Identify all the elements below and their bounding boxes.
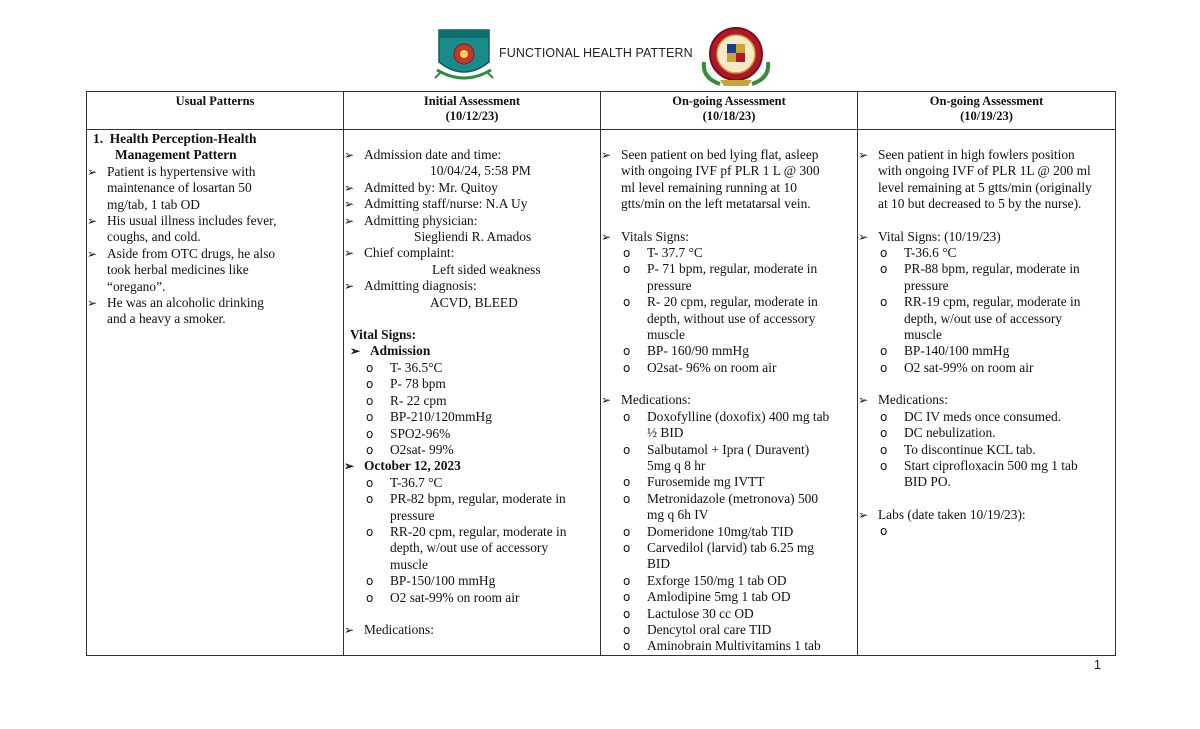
list-item: o R- 20 cpm, regular, moderate in depth, without use of accessory muscle [623,294,818,343]
header-ongoing-assessment-1018: On-going Assessment (10/18/23) [601,92,858,130]
circle-bullet-icon: o [623,573,631,588]
ongoing-assessment-1019-cell [858,130,1116,656]
list-item: o PR-88 bpm, regular, moderate in pressure [880,261,1080,293]
list-item: o P- 71 bpm, regular, moderate in pressure [623,261,818,293]
medications-item: ➢ Medications: [858,392,948,408]
list-item: ➢ Aside from OTC drugs, he also took herbal medicines like “oregano”. [87,245,276,294]
admitted-by-item: ➢ Admitted by: Mr. Quitoy [344,179,498,195]
vitals-list [601,245,857,376]
list-item: o To discontinue KCL tab. [880,441,1036,457]
observation-item: ➢ Seen patient in high fowlers position with ongoing IVF of PLR 1L @ 200 ml level remaining at 5 gtts/min (originally at 10 but decreased to 5 by the nurse). [858,147,1092,212]
vitals-list [858,245,1115,376]
list-item: o Salbutamol + Ipra ( Duravent) 5mg q 8 hr [623,441,810,473]
header-ongoing-assessment-1019: On-going Assessment (10/19/23) [858,92,1116,130]
list-item: o Dencytol oral care TID [623,621,772,637]
circle-bullet-icon: o [623,344,631,359]
chief-complaint-value: Left sided weakness [432,261,541,277]
list-item: o RR-19 cpm, regular, moderate in depth, w/out use of accessory muscle [880,294,1081,343]
circle-bullet-icon: o [366,360,374,375]
list-item: ➢ Patient is hypertensive with maintenance of losartan 50 mg/tab, 1 tab OD [87,163,256,212]
list-item: o Doxofylline (doxofix) 400 mg tab ½ BID [623,408,830,441]
assessment-table [86,91,1116,656]
circle-bullet-icon: o [366,590,374,605]
circle-bullet-icon: o [623,590,631,605]
arrow-bullet-icon: ➢ [87,246,98,261]
list-item: o Exforge 150/mg 1 tab OD [623,572,787,588]
list-item: o T- 37.7 °C [623,245,703,261]
circle-bullet-icon: o [880,262,888,277]
vital-signs-item: ➢ Vital Signs: (10/19/23) [858,228,1001,244]
list-item: o T- 36.5°C [366,359,443,375]
admission-vitals-list [344,360,600,458]
page-title: FUNCTIONAL HEALTH PATTERN [499,46,693,60]
page-header [0,26,1200,86]
circle-bullet-icon: o [880,295,888,310]
list-item: o Amlodipine 5mg 1 tab OD [623,589,791,605]
list-item [858,523,1115,539]
list-item: o RR-20 cpm, regular, moderate in depth, w/out use of accessory muscle [366,523,567,572]
arrow-bullet-icon: ➢ [344,622,355,637]
labs-item: ➢ Labs (date taken 10/19/23): [858,506,1026,522]
medications-list [858,409,1115,491]
section-heading: 1. Health Perception-Health [93,131,257,146]
chief-complaint-item: ➢ Chief complaint: [344,245,455,261]
circle-bullet-icon: o [880,409,888,424]
observation-item: ➢ Seen patient on bed lying flat, asleep with ongoing IVF pf PLR 1 L @ 300 ml level remaining running at 10 gtts/min on the left metatarsal vein. [601,147,820,212]
circle-bullet-icon: o [366,524,374,539]
list-item: o P- 78 bpm [366,376,446,392]
arrow-bullet-icon: ➢ [344,246,355,261]
arrow-bullet-icon: ➢ [87,164,98,179]
admitting-diagnosis-value: ACVD, BLEED [430,294,518,310]
medications-list [601,409,857,655]
medications-item: ➢ Medications: [344,621,434,637]
circle-bullet-icon: o [366,492,374,507]
arrow-bullet-icon: ➢ [344,180,355,195]
admitting-diagnosis-item: ➢ Admitting diagnosis: [344,278,477,294]
circle-bullet-icon: o [623,442,631,457]
list-item: o Carvedilol (larvid) tab 6.25 mg BID [623,539,814,572]
arrow-bullet-icon: ➢ [87,214,98,229]
list-item: o DC IV meds once consumed. [880,408,1062,424]
vitals-signs-item: ➢ Vitals Signs: [601,228,690,244]
circle-bullet-icon: o [880,344,888,359]
circle-bullet-icon: o [623,606,631,621]
list-item: o DC nebulization. [880,425,996,441]
list-item: o T-36.6 °C [880,245,957,261]
list-item: o O2sat- 96% on room air [623,359,777,375]
list-item: o O2 sat-99% on room air [880,359,1034,375]
circle-bullet-icon: o [366,393,374,408]
list-item: o Start ciprofloxacin 500 mg 1 tab BID PO. [880,457,1078,490]
arrow-bullet-icon: ➢ [87,296,98,311]
ongoing-assessment-1018-cell [601,130,858,656]
table-body-row [87,130,1116,656]
arrow-bullet-icon: ➢ [344,197,355,212]
list-item: o Metronidazole (metronova) 500 mg q 6h IV [623,490,819,523]
circle-bullet-icon: o [880,246,888,261]
circle-bullet-icon: o [623,475,631,490]
circle-bullet-icon: o [366,475,374,490]
arrow-bullet-icon: ➢ [858,507,869,522]
list-item: o BP-140/100 mmHg [880,343,1010,359]
vital-signs-heading: Vital Signs: [350,327,417,343]
list-item: ➢ He was an alcoholic drinking and a heavy a smoker. [87,295,264,327]
list-item: o SPO2-96% [366,425,451,441]
october-vitals-list [344,475,600,606]
admitting-physician-value: Siegliendi R. Amados [414,229,532,245]
circle-bullet-icon: o [366,442,374,457]
arrow-bullet-icon: ➢ [858,229,869,244]
circle-bullet-icon: o [623,360,631,375]
arrow-bullet-icon: ➢ [858,393,869,408]
admission-date-value: 10/04/24, 5:58 PM [430,163,531,179]
initial-assessment-cell [344,130,601,656]
arrow-bullet-icon: ➢ [601,229,612,244]
list-item: o BP- 160/90 mmHg [623,343,749,359]
circle-bullet-icon: o [366,410,374,425]
arrow-bullet-icon: ➢ [350,344,361,359]
list-item: o O2 sat-99% on room air [366,589,520,605]
usual-patterns-cell [87,130,344,656]
list-item: o O2sat- 99% [366,441,454,457]
list-item: o PR-82 bpm, regular, moderate in pressure [366,491,566,523]
circle-bullet-icon: o [366,426,374,441]
circle-bullet-icon: o [880,426,888,441]
admission-subheading: ➢ Admission [350,343,431,359]
list-item: o Domeridone 10mg/tab TID [623,523,794,539]
arrow-bullet-icon: ➢ [601,393,612,408]
header-initial-assessment: Initial Assessment (10/12/23) [344,92,601,130]
circle-bullet-icon: o [880,458,888,473]
circle-bullet-icon: o [880,360,888,375]
circle-bullet-icon: o [623,622,631,637]
circle-bullet-icon: o [623,409,631,424]
arrow-bullet-icon: ➢ [344,459,355,474]
usual-patterns-list [87,164,343,328]
arrow-bullet-icon: ➢ [858,148,869,162]
october-subheading: ➢ October 12, 2023 [344,458,461,474]
circle-bullet-icon: o [366,574,374,589]
circle-bullet-icon: o [623,639,631,654]
admitting-physician-item: ➢ Admitting physician: [344,212,478,228]
admitting-staff-item: ➢ Admitting staff/nurse: N.A Uy [344,196,528,212]
university-seal-icon [700,26,772,88]
list-item: o R- 22 cpm [366,392,447,408]
medications-item: ➢ Medications: [601,392,691,408]
list-item: o BP-210/120mmHg [366,409,492,425]
list-item: o Aminobrain Multivitamins 1 tab [623,638,821,654]
arrow-bullet-icon: ➢ [344,279,355,294]
page-number: 1 [1094,658,1101,672]
circle-bullet-icon: o [623,540,631,555]
circle-bullet-icon: o [366,377,374,392]
arrow-bullet-icon: ➢ [344,213,355,228]
arrow-bullet-icon: ➢ [344,148,355,162]
college-seal-icon [433,26,495,84]
section-heading-line2: Management Pattern [115,147,237,163]
circle-bullet-icon: o [623,524,631,539]
list-item: ➢ His usual illness includes fever, coughs, and cold. [87,213,277,245]
circle-bullet-icon: o [623,262,631,277]
admission-date-item: ➢ Admission date and time: [344,147,502,162]
circle-bullet-icon: o [623,491,631,506]
circle-bullet-icon: o [880,442,888,457]
header-usual-patterns: Usual Patterns [87,92,344,130]
list-item: o T-36.7 °C [366,474,443,490]
list-item: o BP-150/100 mmHg [366,573,496,589]
list-item: o Lactulose 30 cc OD [623,605,754,621]
circle-bullet-icon: o [880,524,888,539]
circle-bullet-icon: o [623,246,631,261]
arrow-bullet-icon: ➢ [601,148,612,162]
circle-bullet-icon: o [623,295,631,310]
list-item: o Furosemide mg IVTT [623,474,765,490]
table-header-row [87,92,1116,130]
labs-list [858,523,1115,539]
